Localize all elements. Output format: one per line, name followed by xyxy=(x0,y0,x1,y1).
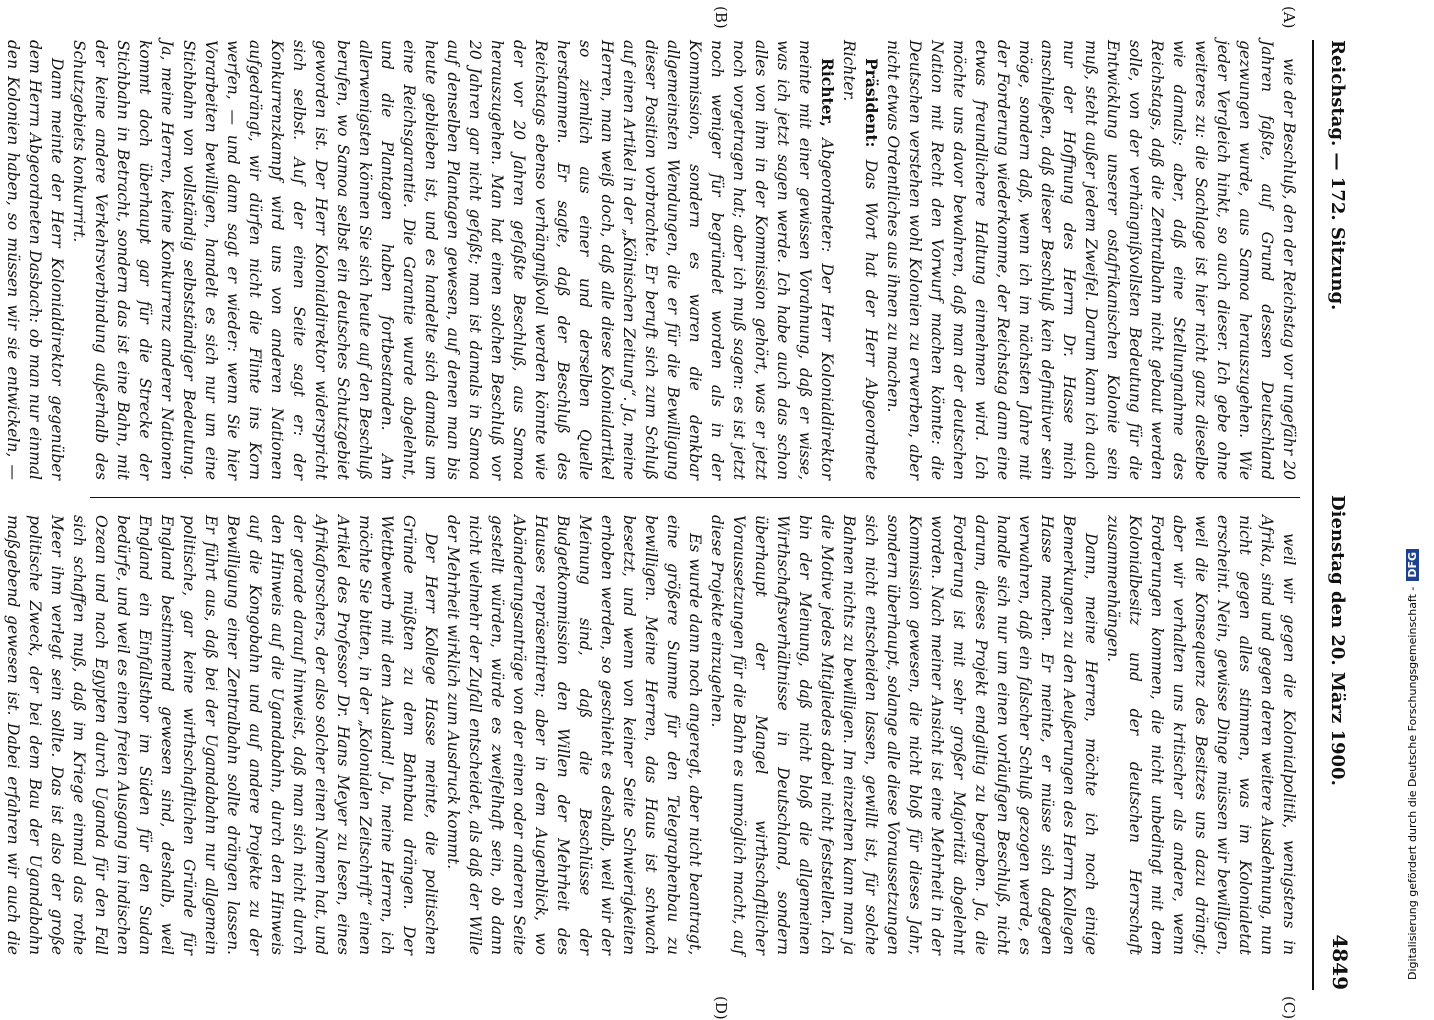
margin-mark-c: (C) xyxy=(1280,996,1298,1020)
page-number: 4849 xyxy=(1328,934,1352,990)
funding-text: Digitalisierung gefördert durch die Deutsche Forschungsgemeinschaft - xyxy=(1406,586,1419,980)
speaker-label: Richter, xyxy=(818,58,837,127)
column-left xyxy=(4,40,1300,480)
paragraph xyxy=(838,40,882,480)
paragraph-text: Abgeordneter: Der Herr Kolonialdirektor meinte mit einer gewissen Vorahnung, daß er wisse, was ich jetzt sagen werde. Ich habe auch das schon alles von ihm in der Kommission gehört, was er jetzt noch vorgetragen hat; aber ich muß sagen: es ist jetzt noch weniger für begründet worden als in der Kommission, sondern es waren die denkbar allgemeinsten Wendungen, die er für die Bewilligung dieser Position vorbrachte. Er beruft sich zum Schluß auf einen Artikel in der „Kölnischen Zeitung“. Ja, meine Herren, man weiß doch, daß alle diese Kolonialartikel so ziemlich aus einer und derselben Quelle herstammen. Er sagte, daß der Beschluß des Reichstags ebenso verhängnißvoll werden könnte wie der vor 20 Jahren gefaßte Beschluß, aus Samoa herauszugehen. Man hat einen solchen Beschluß vor 20 Jahren gar nicht gefaßt; man ist damals in Samoa auf denselben Plantagen gewesen, auf denen man bis heute geblieben ist, und es handelte sich damals um eine Reichsgarantie. Die Garantie wurde abgelehnt, und die Plantagen haben fortbestanden. Am allerwenigsten können Sie sich heute auf den Beschluß berufen, wo Samoa selbst ein deutsches Schutzgebiet geworden ist. Der Herr Kolonialdirektor widerspricht sich selbst. Auf der einen Seite sagt er: der Konkurrenzkampf wird uns von anderen Nationen aufgedrängt, wir dürfen nicht die Flinte ins Korn werfen, — und dann sagt er wieder: wenn Sie hier Vorarbeiten bewilligen, handelt es sich nur um eine Stichbahn von vollständig selbstständiger Bedeutung. Ja, meine Herren, keine Konkurrenz anderer Nationen kommt doch überhaupt gar für die Strecke der Stichbahn in Betracht, sondern das ist eine Bahn, mit der keine andere Verkehrsverbindung außerhalb des Schutzgebiets konkurrirt. xyxy=(70,40,836,480)
margin-mark-b: (B) xyxy=(712,6,730,29)
margin-mark-d: (D) xyxy=(712,996,730,1020)
paragraph: wie der Beschluß, den der Reichstag vor ungefähr 20 Jahren faßte, auf Grund dessen Deutschland gezwungen wurde, aus Samoa herauszugehen. Wie jeder Vergleich hinkt, so auch dieser. Ich gebe ohne weiteres zu: die Sachlage ist hier nicht ganz dieselbe wie damals; aber, daß eine Stellungnahme des Reichstags, daß die Zentralbahn nicht gebaut werden solle, von der verhängnißvollsten Bedeutung für die Entwicklung unserer ostafrikanischen Kolonie sein muß, steht außer jedem Zweifel. Darum kann ich auch nur der Hoffnung des Herrn Dr. Hasse mich anschließen, daß dieser Beschluß kein definitiver sein möge, sondern daß, wenn ich im nächsten Jahre mit der Forderung wiederkomme, der Reichstag dann eine etwas freundlichere Haltung einnehmen wird. Ich möchte uns davor bewahren, daß man der deutschen Nation mit Recht den Vorwurf machen könnte: die Deutschen verstehen wohl Kolonien zu erwerben, aber nicht etwas Ordentliches aus ihnen zu machen. xyxy=(884,40,1298,480)
column-right xyxy=(4,515,1300,955)
paragraph: Dann, meine Herren, möchte ich noch einige Bemerkungen zu den Aeußerungen des Herrn Kollegen Hasse machen. Er meinte, er müsse sich dagegen verwahren, daß ein falscher Schluß gezogen werde, es handle sich nur um einen vorläufigen Beschluß, nicht darum, dieses Projekt endgiltig zu begraben. Ja, die Forderung ist mit sehr großer Majorität abgelehnt worden. Nach meiner Ansicht ist eine Mehrheit in der Kommission gewesen, die nicht bloß für dieses Jahr, sondern überhaupt, solange alle diese Voraussetzungen sich nicht entscheiden lassen, gewillt ist, für solche Bahnen nichts zu bewilligen. Im einzelnen kann man ja die Motive jedes Mitgliedes dabei nicht feststellen. Ich bin der Meinung, daß nicht bloß die allgemeinen Wirthschaftsverhältnisse in Deutschland, sondern überhaupt der Mangel wirthschaftlicher Voraussetzungen für die Bahn es unmöglich macht, auf diese Projekte einzugehen. xyxy=(708,515,1100,955)
margin-mark-a: (A) xyxy=(1280,6,1298,29)
header-left-title: Reichstag. — 172. Sitzung. xyxy=(1327,40,1348,311)
paragraph: Dann meinte der Herr Kolonialdirektor gegenüber dem Herrn Abgeordneten Dasbach: ob man nur einmal den Kolonien haben, so müssen wir sie entwickeln, — xyxy=(4,40,66,480)
header-date: Dienstag den 20. März 1900. xyxy=(1327,495,1348,786)
column-divider xyxy=(90,497,1300,498)
paragraph-text: Das Wort hat der Herr Abgeordnete Richter. xyxy=(840,40,880,480)
dfg-logo: DFG xyxy=(1406,549,1419,581)
rotated-page-content xyxy=(4,6,1370,1020)
funding-note xyxy=(1406,549,1419,980)
paragraph: Der Herr Kollege Hasse meinte, die politischen Gründe müßten zu dem Bahnbau drängen. Der Wettbewerb mit dem Ausland! Ja, meine Herren, ich möchte Sie bitten, in der „Kolonialen Zeitschrift“ einen Artikel des Professor Dr. Hans Meyer zu lesen, eines Afrikaforschers, der also solcher einen Namen hat, und der gerade darauf hinweist, daß man sich nicht durch den Hinweis auf die Ugandabahn, durch den Hinweis auf die Kongobahn und auf andere Projekte zu der Bewilligung einer Zentralbahn sollte drängen lassen. Er führt aus, daß bei der Ugandabahn nur allgemein politische, gar keine wirthschaftlichen Gründe für England bestimmend gewesen sind, deshalb, weil England ein Einfallsthor im Süden für den Sudan bedürfe, und weil es einen freien Ausgang im indischen Ozean und nach Egypten durch Uganda für den Fall sich schaffen muß, daß im Kriege einmal das rothe Meer ihm verlegt sein sollte. Das ist also der große politische Zweck, der bei dem Bau der Ugandabahn maßgebend gewesen ist. Dabei erfahren wir auch die xyxy=(4,515,440,955)
paragraph: Es wurde dann noch angeregt, aber nicht beantragt, eine größere Summe für den Telegraphenbau zu bewilligen. Meine Herren, das Haus ist schwach besetzt, und wenn von keiner Seite Schwierigkeiten erhoben werden, so geschieht es deshalb, weil wir der Meinung sind, daß die Beschlüsse der Budgetkommission den Willen der Mehrheit des Hauses repräsentiren; aber in dem Augenblick, wo Abänderungsanträge von der einen oder anderen Seite gestellt würden, würde es zweifelhaft sein, ob dann nicht vielmehr der Zufall entscheidet, als daß der Wille der Mehrheit wirklich zum Ausdruck kommt. xyxy=(444,515,704,955)
speaker-label: Präsident: xyxy=(862,58,881,148)
funding-sidebar xyxy=(1406,20,1426,980)
paragraph xyxy=(68,40,838,480)
paragraph: weil wir gegen die Kolonialpolitik, wenigstens in Afrika, sind und gegen deren weitere Ausdehnung, nun nicht gegen alles stimmen, was im Kolonialetat erscheint. Nein, gewisse Dinge müssen wir bewilligen, weil die Konsequenz des Besitzes uns dazu drängt; aber wir verhalten uns kritischer als andere, wenn Forderungen kommen, die nicht unbedingt mit dem Kolonialbesitz und der deutschen Herrschaft zusammenhängen. xyxy=(1104,515,1298,955)
page-header xyxy=(1310,40,1370,990)
header-rule xyxy=(1312,40,1314,990)
